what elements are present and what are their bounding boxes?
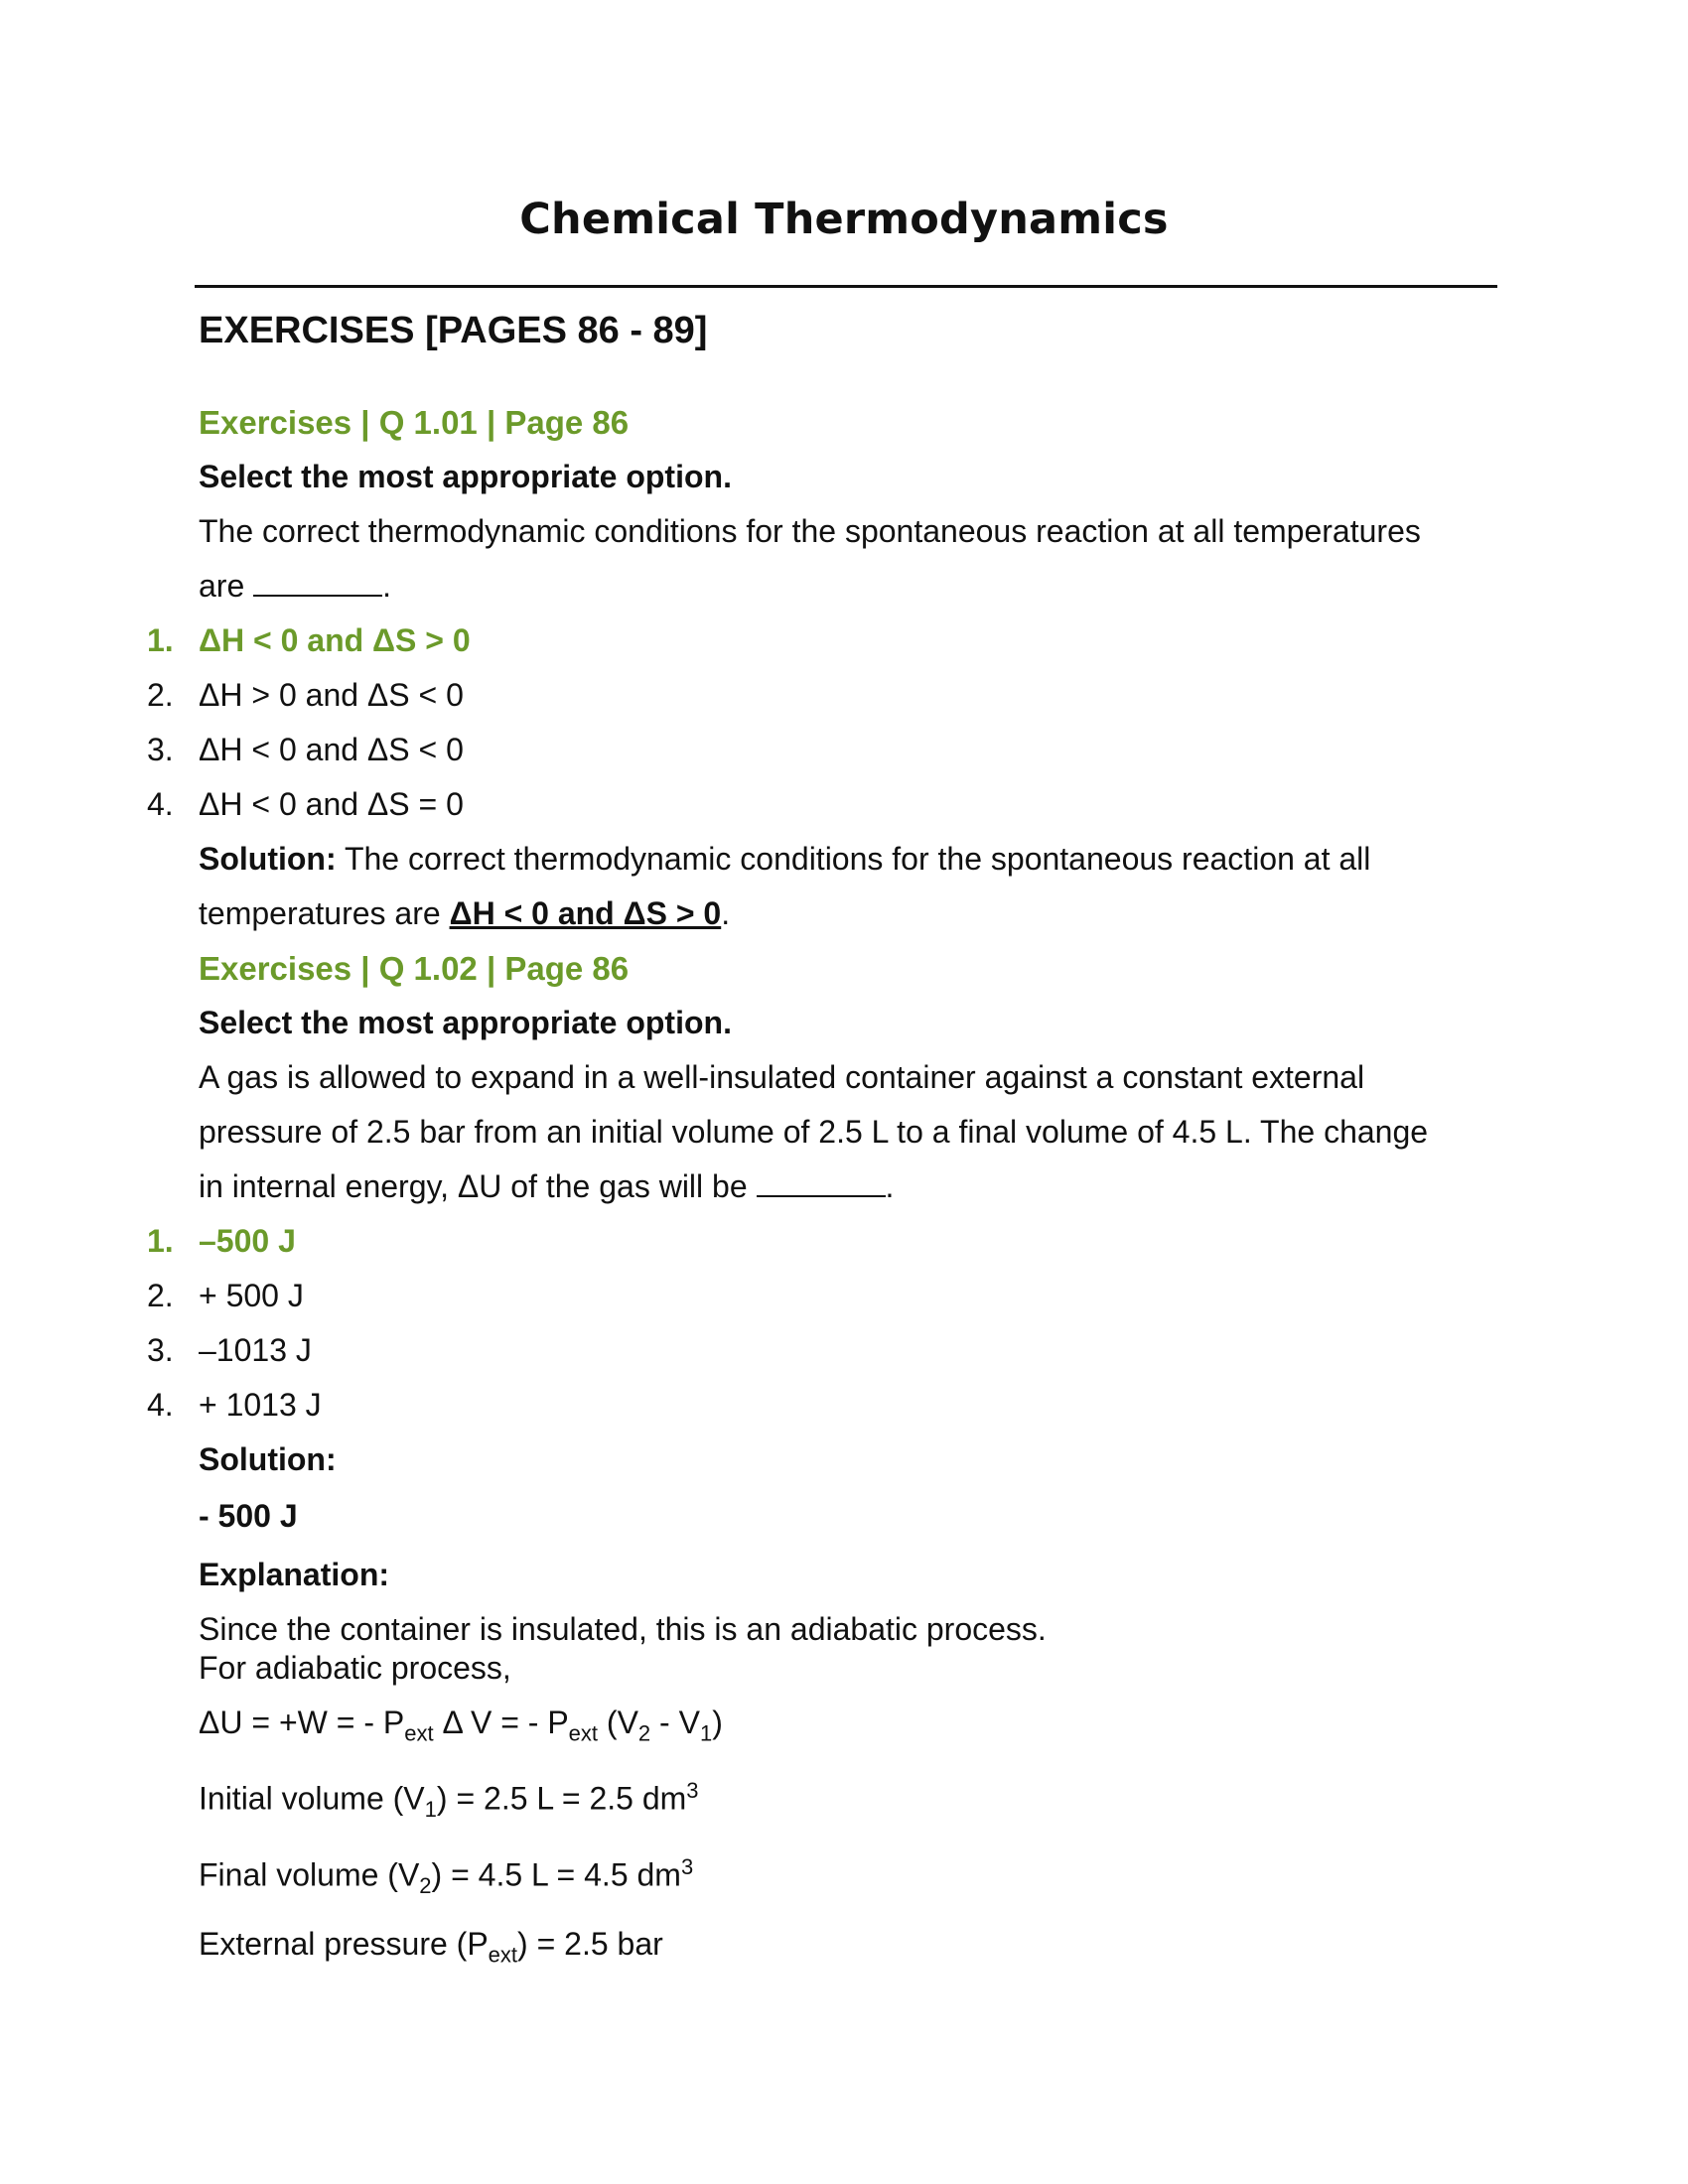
question-2-text-line-2: pressure of 2.5 bar from an initial volume of 2.5 L to a final volume of 4.5 L. The change bbox=[199, 1114, 1429, 1150]
option-text: –500 J bbox=[199, 1223, 296, 1259]
question-2-solution-answer: - 500 J bbox=[199, 1498, 298, 1534]
question-1-option-1 bbox=[147, 614, 1688, 668]
formula-superscript: 3 bbox=[686, 1778, 699, 1804]
external-pressure bbox=[199, 1915, 1499, 1983]
option-number: 1. bbox=[147, 622, 174, 658]
option-text: ΔH < 0 and ΔS = 0 bbox=[199, 786, 464, 822]
content bbox=[0, 395, 1688, 1984]
question-2-solution-label: Solution: bbox=[199, 1441, 337, 1477]
formula-subscript: ext bbox=[404, 1720, 434, 1746]
question-2-heading: Exercises | Q 1.02 | Page 86 bbox=[199, 950, 630, 987]
formula-subscript: 2 bbox=[637, 1720, 651, 1746]
option-text: ΔH < 0 and ΔS < 0 bbox=[199, 732, 464, 767]
formula-subscript: 2 bbox=[419, 1873, 432, 1899]
question-2-option-4 bbox=[147, 1378, 1688, 1433]
section-heading: EXERCISES [PAGES 86 - 89] bbox=[199, 310, 708, 351]
page-title: Chemical Thermodynamics bbox=[519, 195, 1169, 244]
option-text: ΔH < 0 and ΔS > 0 bbox=[199, 622, 471, 658]
solution-answer: ΔH < 0 and ΔS > 0 bbox=[449, 895, 722, 931]
formula-part: ) = 2.5 L = 2.5 dm bbox=[436, 1781, 687, 1818]
formula-part: Δ V = - P bbox=[433, 1705, 569, 1740]
initial-volume bbox=[199, 1762, 1499, 1839]
formula-part: (V bbox=[598, 1705, 638, 1740]
option-number: 4. bbox=[147, 786, 174, 822]
question-2-text-prefix: in internal energy, ΔU of the gas will be bbox=[199, 1168, 757, 1204]
formula-superscript: 3 bbox=[680, 1854, 694, 1880]
question-1-text-line-2 bbox=[199, 559, 1499, 614]
formula-part: ) bbox=[712, 1705, 723, 1740]
formula-subscript: 1 bbox=[424, 1797, 437, 1823]
question-2-option-1 bbox=[147, 1214, 1688, 1269]
question-2-text-line-1: A gas is allowed to expand in a well-insulated container against a constant external bbox=[199, 1059, 1365, 1095]
question-1-option-3 bbox=[147, 723, 1688, 777]
solution-text: The correct thermodynamic conditions for the spontaneous reaction at all bbox=[336, 841, 1371, 877]
explanation-line-1: Since the container is insulated, this is an adiabatic process. bbox=[199, 1611, 1047, 1647]
formula-part: External pressure (P bbox=[199, 1926, 489, 1963]
option-number: 2. bbox=[147, 677, 174, 713]
option-text: + 1013 J bbox=[199, 1387, 322, 1423]
question-1-option-2 bbox=[147, 668, 1688, 723]
option-number: 3. bbox=[147, 1332, 174, 1368]
formula-part: ) = 2.5 bar bbox=[517, 1926, 663, 1963]
question-1-option-4 bbox=[147, 777, 1688, 832]
adiabatic-formula bbox=[199, 1694, 1499, 1762]
formula-subscript: ext bbox=[568, 1720, 599, 1746]
solution-text-suffix: . bbox=[721, 895, 731, 931]
question-1-instruction: Select the most appropriate option. bbox=[199, 459, 732, 494]
formula-part: Final volume (V bbox=[199, 1857, 420, 1894]
answer-blank bbox=[757, 1167, 886, 1197]
final-volume bbox=[199, 1839, 1499, 1915]
option-number: 1. bbox=[147, 1223, 174, 1259]
question-2-option-2 bbox=[147, 1269, 1688, 1323]
question-1-heading: Exercises | Q 1.01 | Page 86 bbox=[199, 404, 630, 441]
option-text: –1013 J bbox=[199, 1332, 312, 1368]
option-text: + 500 J bbox=[199, 1278, 304, 1313]
option-text: ΔH > 0 and ΔS < 0 bbox=[199, 677, 464, 713]
question-2-option-3 bbox=[147, 1323, 1688, 1378]
option-number: 3. bbox=[147, 732, 174, 767]
option-number: 4. bbox=[147, 1387, 174, 1423]
explanation-line-2: For adiabatic process, bbox=[199, 1650, 511, 1686]
question-1-text-prefix: are bbox=[199, 568, 245, 604]
solution-label: Solution: bbox=[199, 841, 337, 877]
formula-subscript: ext bbox=[488, 1942, 518, 1968]
answer-blank bbox=[253, 567, 382, 597]
formula-part: ΔU = +W = - P bbox=[199, 1705, 405, 1740]
question-2-text-line-3 bbox=[199, 1160, 1499, 1214]
solution-text-prefix: temperatures are bbox=[199, 895, 450, 931]
question-1-solution-line-1 bbox=[199, 832, 1499, 887]
option-number: 2. bbox=[147, 1278, 174, 1313]
formula-subscript: 1 bbox=[699, 1720, 713, 1746]
question-1-text-suffix: . bbox=[382, 568, 392, 604]
question-1-solution-line-2 bbox=[199, 887, 1499, 941]
explanation-label: Explanation: bbox=[199, 1557, 390, 1592]
title-divider bbox=[195, 285, 1497, 288]
formula-part: - V bbox=[650, 1705, 700, 1740]
question-2-text-suffix: . bbox=[885, 1168, 895, 1204]
formula-part: ) = 4.5 L = 4.5 dm bbox=[431, 1857, 681, 1894]
question-2-instruction: Select the most appropriate option. bbox=[199, 1005, 732, 1040]
formula-part: Initial volume (V bbox=[199, 1781, 425, 1818]
question-1-text-line-1: The correct thermodynamic conditions for the spontaneous reaction at all temperatures bbox=[199, 513, 1421, 549]
